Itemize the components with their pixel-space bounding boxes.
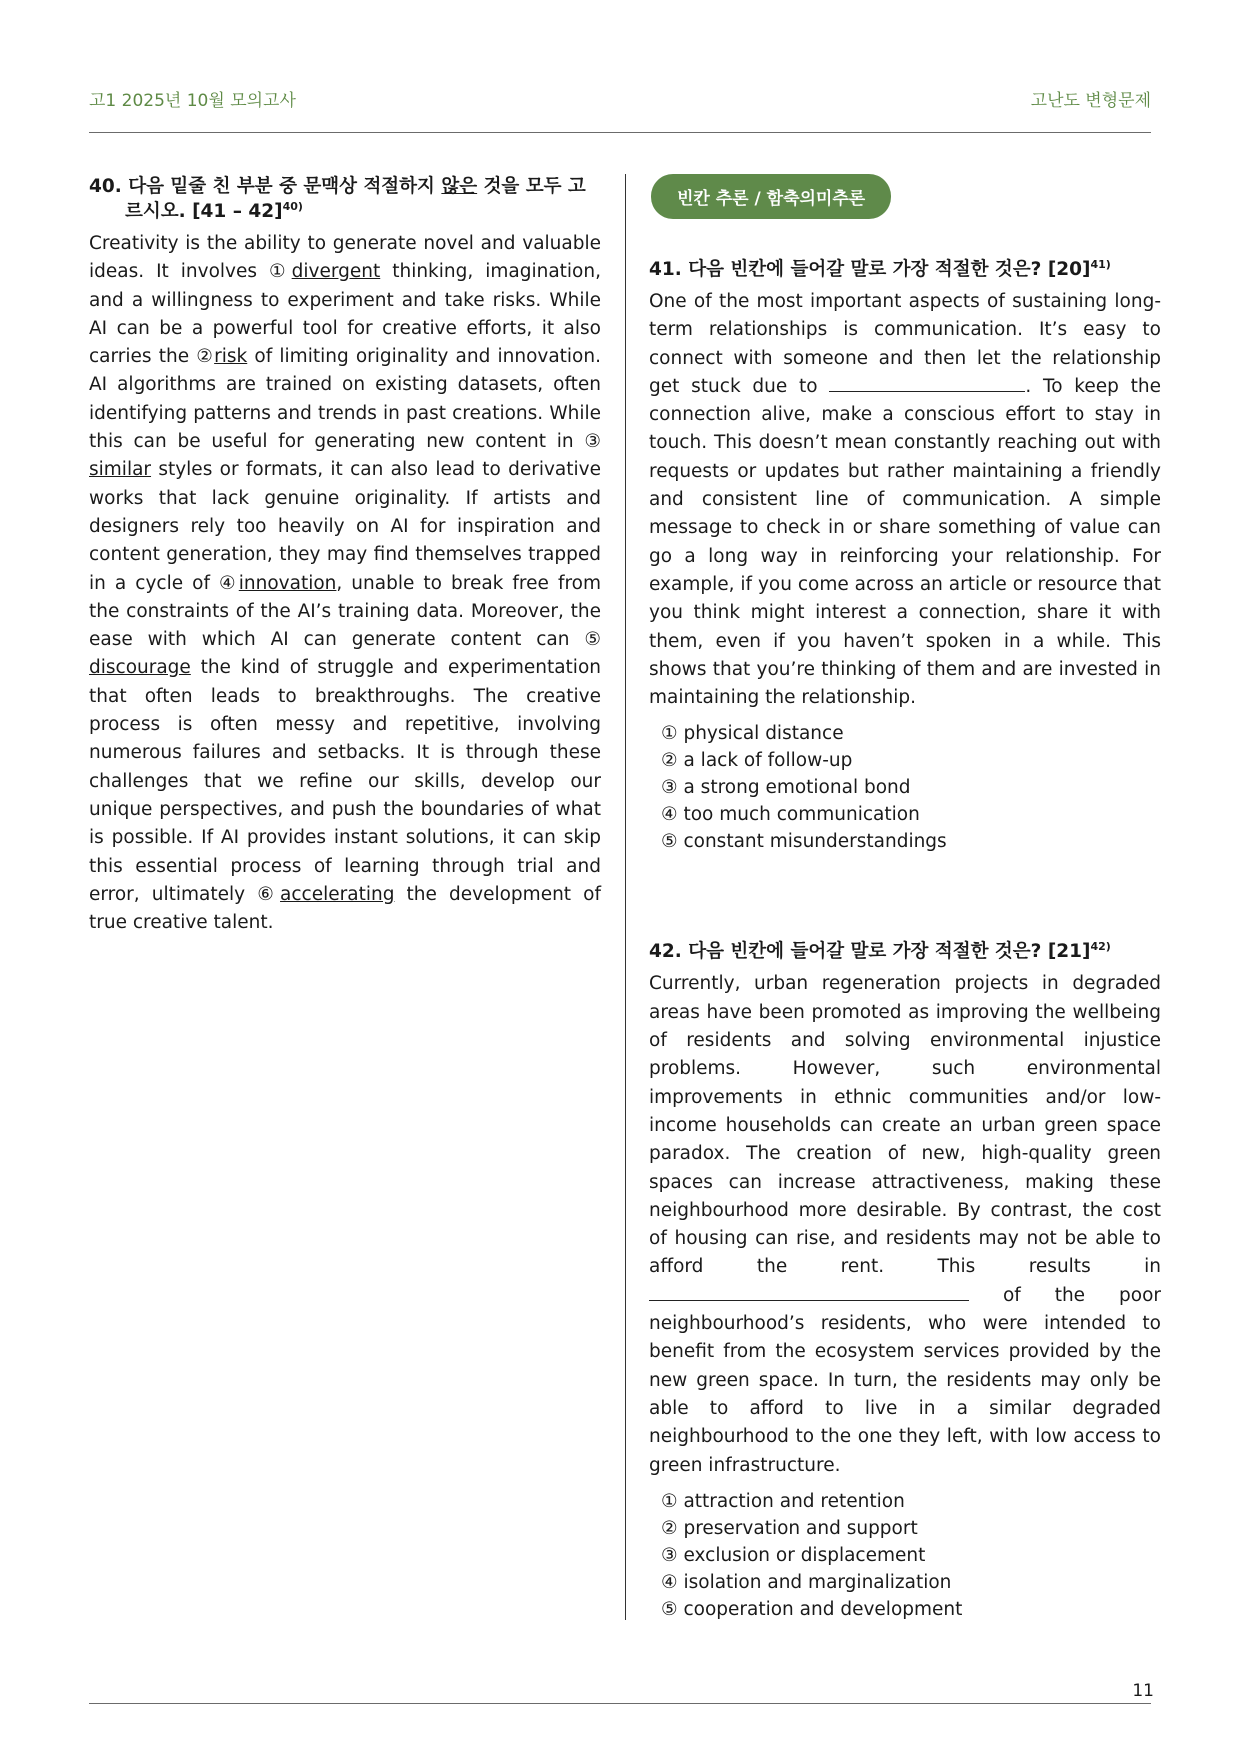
question-42 [649, 939, 1161, 1622]
title-text: 40. 다음 밑줄 친 부분 중 문맥상 적절하지 [89, 176, 442, 197]
choice-1[interactable]: ① physical distance [661, 723, 844, 745]
question-41 [649, 257, 1161, 855]
column-divider [625, 174, 626, 1620]
question-42-passage: Currently, urban regeneration projects in degraded areas have been promoted as improving the wellbeing of residents and solving environmental injustice problems. However, such environmental improvements in ethnic communities and/or low‐income households can create an urban green space paradox. The creation of new, high‐quality green spaces can increase attractiveness, making these neighbourhood more desirable. By contrast, the cost of housing can rise, and residents may not be able to afford the rent. This results in of the poor neighbourhood’s residents, who were intended to benefit from the ecosystem services provided by the new green space. In turn, the residents may only be able to afford to live in a similar degraded neighbourhood to the one they left, with low access to green infrastructure. [649, 973, 1161, 1476]
section-pill: 빈칸 추론 / 함축의미추론 [651, 174, 891, 219]
choice-5[interactable]: ⑤ constant misunderstandings [661, 831, 947, 853]
question-42-title: 42. 다음 빈칸에 들어갈 말로 가장 적절한 것은? $[21]^{42)}$ [649, 940, 1111, 963]
question-40 [89, 174, 601, 937]
exam-title: 고1 2025년 10월 모의고사 [89, 91, 296, 111]
marker-6: ⑥ [257, 883, 281, 905]
header-divider [89, 132, 1151, 133]
marker-3: ③ [584, 431, 601, 453]
choice-1[interactable]: ① attraction and retention [661, 1490, 905, 1512]
footnote-marker: 40) [282, 199, 303, 213]
footnote-marker: 42) [1090, 940, 1111, 954]
choice-3[interactable]: ③ exclusion or displacement [661, 1544, 926, 1566]
question-41-choices [649, 720, 1161, 855]
marker-2: ② [196, 346, 215, 368]
choice-2[interactable]: ② a lack of follow‐up [661, 750, 853, 772]
footnote-marker: 41) [1090, 257, 1111, 271]
section-label: 고난도 변형문제 [1030, 91, 1151, 111]
choice-2[interactable]: ② preservation and support [661, 1517, 918, 1539]
underlined-4: innovation [238, 572, 337, 594]
underlined-2: risk [214, 346, 248, 368]
answer-blank [829, 375, 1025, 392]
underlined-1: divergent [291, 261, 381, 283]
choice-4[interactable]: ④ isolation and marginalization [661, 1571, 952, 1593]
marker-4: ④ [219, 572, 239, 594]
choice-3[interactable]: ③ a strong emotional bond [661, 777, 911, 799]
question-41-passage: One of the most important aspects of sustaining long‐term relationships is communication. It’s easy to connect with someone and then let the relationship get stuck due to . To keep the connection alive, make a conscious effort to stay in touch. This doesn’t mean constantly reaching out with requests or updates but rather maintaining a friendly and consistent line of communication. A simple message to check in or share something of value can go a long way in reinforcing your relationship. For example, if you come across an article or resource that you think might interest a connection, share it with them, even if you haven’t spoken in a while. This shows that you’re thinking of them and are invested in maintaining the relationship. [649, 291, 1162, 709]
title-continuation: 르시오. [41 – 42] [125, 201, 283, 222]
question-42-choices [649, 1488, 1161, 1623]
question-41-title: 41. 다음 빈칸에 들어갈 말로 가장 적절한 것은? $[20]^{41)}$ [649, 257, 1111, 280]
title-text-end: 것을 모두 고 [477, 176, 586, 197]
underlined-3: similar [89, 459, 152, 481]
question-40-passage: Creativity is the ability to generate novel and valuable ideas. It involves ①divergent thinking, imagination, and a willingness to experiment and take risks. While AI can be a powerful tool for creative efforts, it also carries the ②risk of limiting originality and innovation. AI algorithms are trained on existing datasets, often identifying patterns and trends in past creations. While this can be useful for generating new content in ③ similar styles or formats, it can also lead to derivative works that lack genuine originality. If artists and designers rely too heavily on AI for inspiration and content generation, they may find themselves trapped in a cycle of ④innovation, unable to break free from the constraints of the AI’s training data. Moreover, the ease with which AI can generate content can ⑤ discourage the kind of struggle and experimentation that often leads to breakthroughs. The creative process is often messy and repetitive, involving numerous failures and setbacks. It is through these challenges that we refine our skills, develop our unique perspectives, and push the boundaries of what is possible. If AI provides instant solutions, it can skip this essential process of learning through trial and error, ultimately ⑥accelerating the development of true creative talent. [89, 233, 601, 934]
choice-5[interactable]: ⑤ cooperation and development [661, 1598, 963, 1620]
title-underlined: 않은 [441, 176, 478, 197]
right-column [649, 174, 1161, 1623]
choice-4[interactable]: ④ too much communication [661, 804, 920, 826]
page-header [89, 86, 1151, 112]
marker-1: ① [268, 261, 292, 283]
underlined-5: discourage [89, 657, 191, 679]
question-40-title [89, 174, 601, 224]
marker-5: ⑤ [584, 629, 601, 651]
page-number: 11 [1132, 1681, 1154, 1701]
answer-blank [649, 1284, 969, 1301]
footer-divider [89, 1703, 1151, 1704]
underlined-6: accelerating [280, 883, 395, 905]
